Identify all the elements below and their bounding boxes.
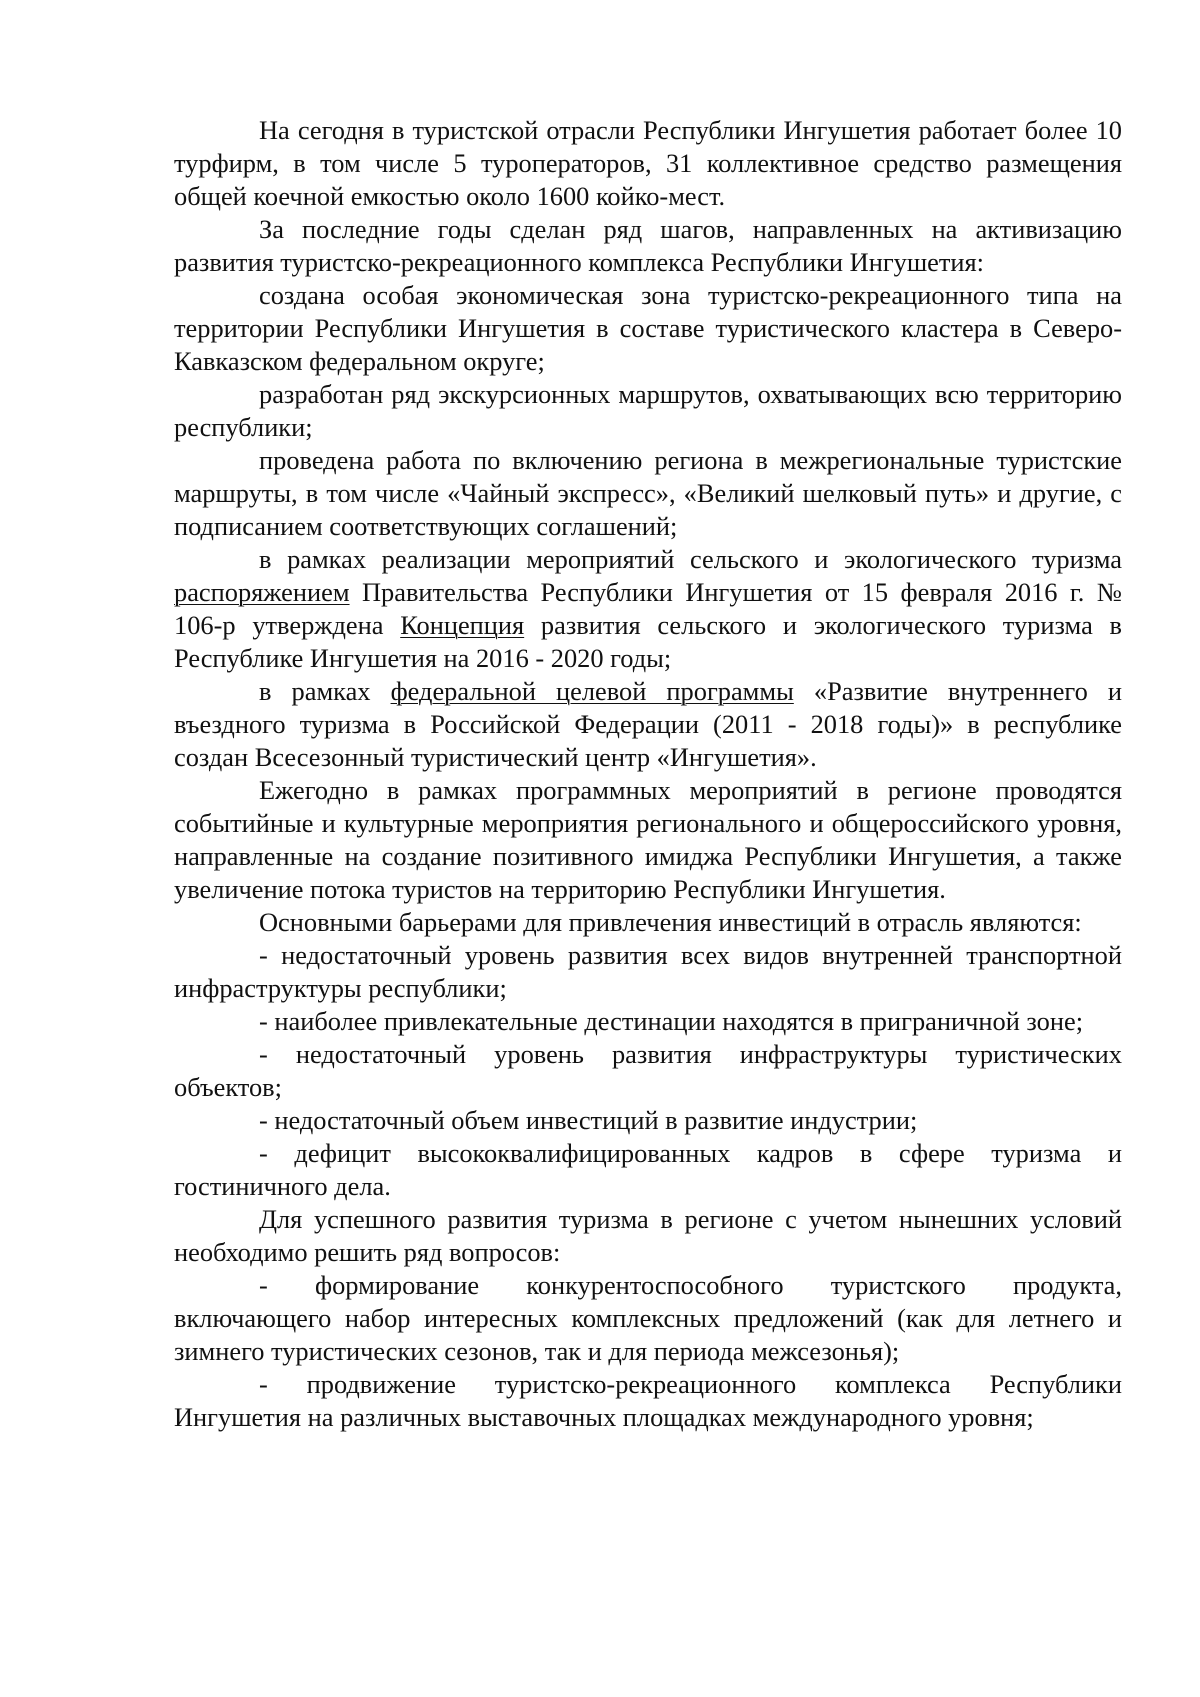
list-item-barrier-investment: - недостаточный объем инвестиций в развитие индустрии; (259, 1105, 918, 1135)
paragraph-development-issues: Для успешного развития туризма в регионе с учетом нынешних условий необходимо решить ряд вопросов: (174, 1204, 1122, 1267)
decree-link[interactable]: распоряжением (174, 577, 350, 607)
paragraph-federal-program (174, 675, 1122, 774)
list-item-barrier-staff: - дефицит высококвалифицированных кадров в сфере туризма и гостиничного дела. (174, 1138, 1122, 1201)
list-item-barrier-transport: - недостаточный уровень развития всех видов внутренней транспортной инфраструктуры республики; (174, 940, 1122, 1003)
paragraph-tourism-stats: На сегодня в туристской отрасли Республики Ингушетия работает более 10 турфирм, в том числе 5 туроператоров, 31 коллективное средство размещения общей коечной емкостью около 1600 койко-мест. (174, 115, 1122, 211)
federal-program-text-2: «Развитие внутреннего и въездного туризма в Российской Федерации (2011 - 2018 годы)» в республике создан Всесезонный туристический центр «Ингушетия». (174, 676, 1122, 772)
list-item-barrier-infrastructure: - недостаточный уровень развития инфраструктуры туристических объектов; (174, 1039, 1122, 1102)
paragraph-rural-tourism (174, 543, 1122, 675)
rural-tourism-text-1: в рамках реализации мероприятий сельского и экологического туризма (259, 544, 1122, 574)
paragraph-recent-steps: За последние годы сделан ряд шагов, направленных на активизацию развития туристско-рекреационного комплекса Республики Ингушетия: (174, 214, 1122, 277)
federal-program-text-1: в рамках (259, 676, 391, 706)
paragraph-special-economic-zone: создана особая экономическая зона туристско-рекреационного типа на территории Республики Ингушетия в составе туристического кластера в Северо-Кавказском федеральном округе; (174, 280, 1122, 376)
concept-link[interactable]: Концепция (400, 610, 525, 640)
rural-tourism-text-2: Правительства Республики Ингушетия от 15 февраля 2016 г. № 106-р утверждена (174, 577, 1122, 640)
document-body (174, 114, 1122, 1434)
paragraph-investment-barriers: Основными барьерами для привлечения инвестиций в отрасль являются: (259, 907, 1082, 937)
paragraph-interregional-routes: проведена работа по включению региона в межрегиональные туристские маршруты, в том числе «Чайный экспресс», «Великий шелковый путь» и другие, с подписанием соответствующих соглашений; (174, 445, 1122, 541)
federal-program-link[interactable]: федеральной целевой программы (390, 676, 794, 706)
list-item-promotion: - продвижение туристско-рекреационного комплекса Республики Ингушетия на различных выставочных площадках международного уровня; (174, 1369, 1122, 1432)
paragraph-excursion-routes: разработан ряд экскурсионных маршрутов, охватывающих всю территорию республики; (174, 379, 1122, 442)
rural-tourism-text-3: развития сельского и экологического туризма в Республике Ингушетия на 2016 - 2020 годы; (174, 610, 1122, 673)
paragraph-annual-events: Ежегодно в рамках программных мероприятий в регионе проводятся событийные и культурные мероприятия регионального и общероссийского уровня, направленные на создание позитивного имиджа Республики Ингушетия, а также увеличение потока туристов на территорию Республики Ингушетия. (174, 775, 1122, 904)
list-item-barrier-border-zone: - наиболее привлекательные дестинации находятся в приграничной зоне; (259, 1006, 1084, 1036)
list-item-competitive-product: - формирование конкурентоспособного туристского продукта, включающего набор интересных комплексных предложений (как для летнего и зимнего туристических сезонов, так и для периода межсезонья); (174, 1270, 1122, 1366)
